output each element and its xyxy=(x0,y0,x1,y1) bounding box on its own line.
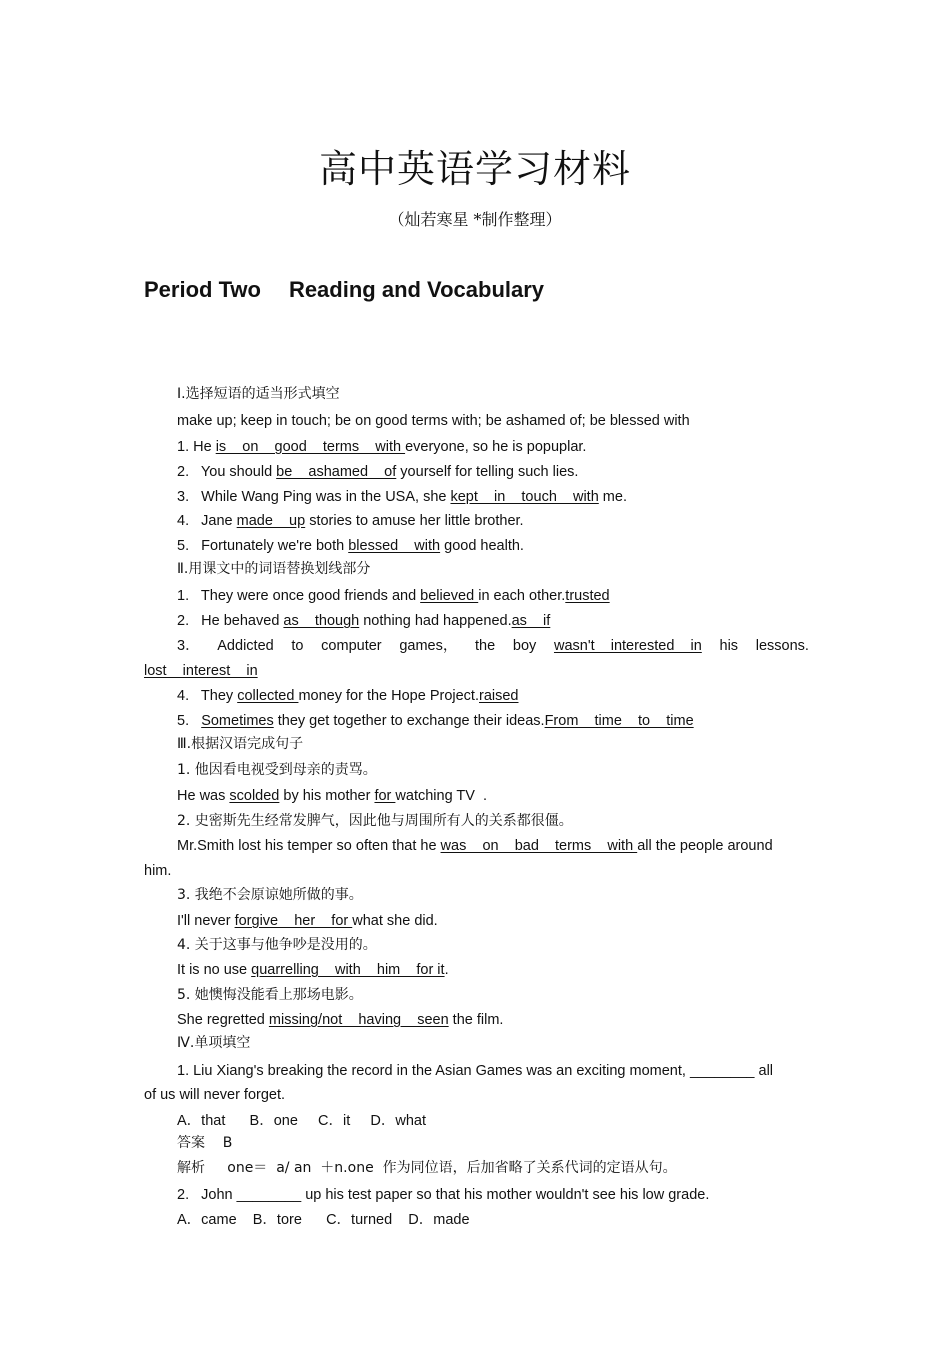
answer-blank: quarrelling with him for it xyxy=(251,962,445,978)
answer-blank: as if xyxy=(511,613,551,629)
s4-question-1-continued: of us will never forget. xyxy=(144,1087,286,1103)
answer-blank: for xyxy=(374,788,396,804)
underlined-phrase: wasn't interested in xyxy=(553,638,702,654)
answer-blank: be ashamed of xyxy=(276,464,397,480)
s1-question-2: 2. You should be ashamed of yourself for telling such lies. xyxy=(177,464,579,480)
s1-question-3: 3. While Wang Ping was in the USA, she kept in touch with me. xyxy=(177,489,627,505)
s3-question-5-chinese: 5. 她懊悔没能看上那场电影。 xyxy=(177,987,363,1003)
s4-question-2-options: A．came B．tore C．turned D．made xyxy=(177,1212,470,1228)
period-topic: Reading and Vocabulary xyxy=(288,277,545,302)
answer-blank: made up xyxy=(236,513,306,529)
section-2-heading: Ⅱ.用课文中的词语替换划线部分 xyxy=(177,561,371,577)
answer-blank: raised xyxy=(479,688,519,704)
answer-blank: kept in touch with xyxy=(450,489,599,505)
answer-blank: trusted xyxy=(565,588,610,604)
s4-question-2: 2. John ________ up his test paper so that his mother wouldn't see his low grade. xyxy=(177,1187,710,1203)
period-heading xyxy=(144,277,544,303)
document-subtitle: （灿若寒星 *制作整理） xyxy=(388,210,562,229)
s2-question-3: 3． Addicted to computer games， the boy wasn't interested in his lessons. xyxy=(177,638,809,654)
s3-question-3-chinese: 3. 我绝不会原谅她所做的事。 xyxy=(177,887,363,903)
s2-question-1: 1. They were once good friends and believed in each other.trusted xyxy=(177,588,610,604)
s1-question-4: 4. Jane made up stories to amuse her little brother. xyxy=(177,513,524,529)
s4-question-1-analysis: 解析 one＝ a/ an ＋n.one 作为同位语，后加省略了关系代词的定语从句。 xyxy=(177,1160,677,1176)
phrase-list: make up; keep in touch; be on good terms with; be ashamed of; be blessed with xyxy=(177,413,690,429)
underlined-phrase: believed xyxy=(420,588,479,604)
s3-question-2: Mr.Smith lost his temper so often that he was on bad terms with all the people around xyxy=(177,838,773,854)
s3-question-1: He was scolded by his mother for watching TV . xyxy=(177,788,488,804)
s3-question-5: She regretted missing/not having seen the film. xyxy=(177,1012,504,1028)
answer-blank: was on bad terms with xyxy=(440,838,638,854)
s4-question-1: 1. Liu Xiang's breaking the record in the Asian Games was an exciting moment, ________ all xyxy=(177,1063,774,1079)
s3-question-4-chinese: 4. 关于这事与他争吵是没用的。 xyxy=(177,937,377,953)
s2-question-3-answer xyxy=(144,661,258,681)
section-1-heading: Ⅰ.选择短语的适当形式填空 xyxy=(177,386,340,402)
document-title: 高中英语学习材料 xyxy=(318,147,631,191)
answer-blank: lost interest in xyxy=(144,663,258,679)
answer-blank: missing/not having seen xyxy=(268,1012,449,1028)
s2-question-4: 4. They collected money for the Hope Project.raised xyxy=(177,688,519,704)
s2-question-2: 2. He behaved as though nothing had happened.as if xyxy=(177,613,551,629)
underlined-phrase: collected xyxy=(237,688,299,704)
period-label: Period Two xyxy=(144,277,261,302)
s3-question-3: I'll never forgive her for what she did. xyxy=(177,913,438,929)
s3-question-1-chinese: 1. 他因看电视受到母亲的责骂。 xyxy=(177,762,377,778)
answer-blank: From time to time xyxy=(544,713,694,729)
s4-question-1-options: A．that B．one C．it D．what xyxy=(177,1113,426,1129)
answer-blank: scolded xyxy=(229,788,280,804)
s1-question-1: 1. He is on good terms with everyone, so he is popuplar. xyxy=(177,439,587,455)
s3-question-2-chinese: 2. 史密斯先生经常发脾气，因此他与周围所有人的关系都很僵。 xyxy=(177,813,573,829)
s4-question-1-answer: 答案 B xyxy=(177,1135,233,1151)
s3-question-4: It is no use quarrelling with him for it. xyxy=(177,962,449,978)
answer-blank: blessed with xyxy=(348,538,441,554)
underlined-phrase: Sometimes xyxy=(201,713,274,729)
s2-question-5: 5. Sometimes they get together to exchange their ideas.From time to time xyxy=(177,713,694,729)
answer-blank: forgive her for xyxy=(234,913,353,929)
underlined-phrase: as though xyxy=(283,613,360,629)
s3-question-2-continued: him. xyxy=(144,863,172,879)
section-4-heading: Ⅳ.单项填空 xyxy=(177,1035,251,1051)
s1-question-5: 5. Fortunately we're both blessed with good health. xyxy=(177,538,524,554)
section-3-heading: Ⅲ.根据汉语完成句子 xyxy=(177,736,304,752)
answer-blank: is on good terms with xyxy=(215,439,406,455)
